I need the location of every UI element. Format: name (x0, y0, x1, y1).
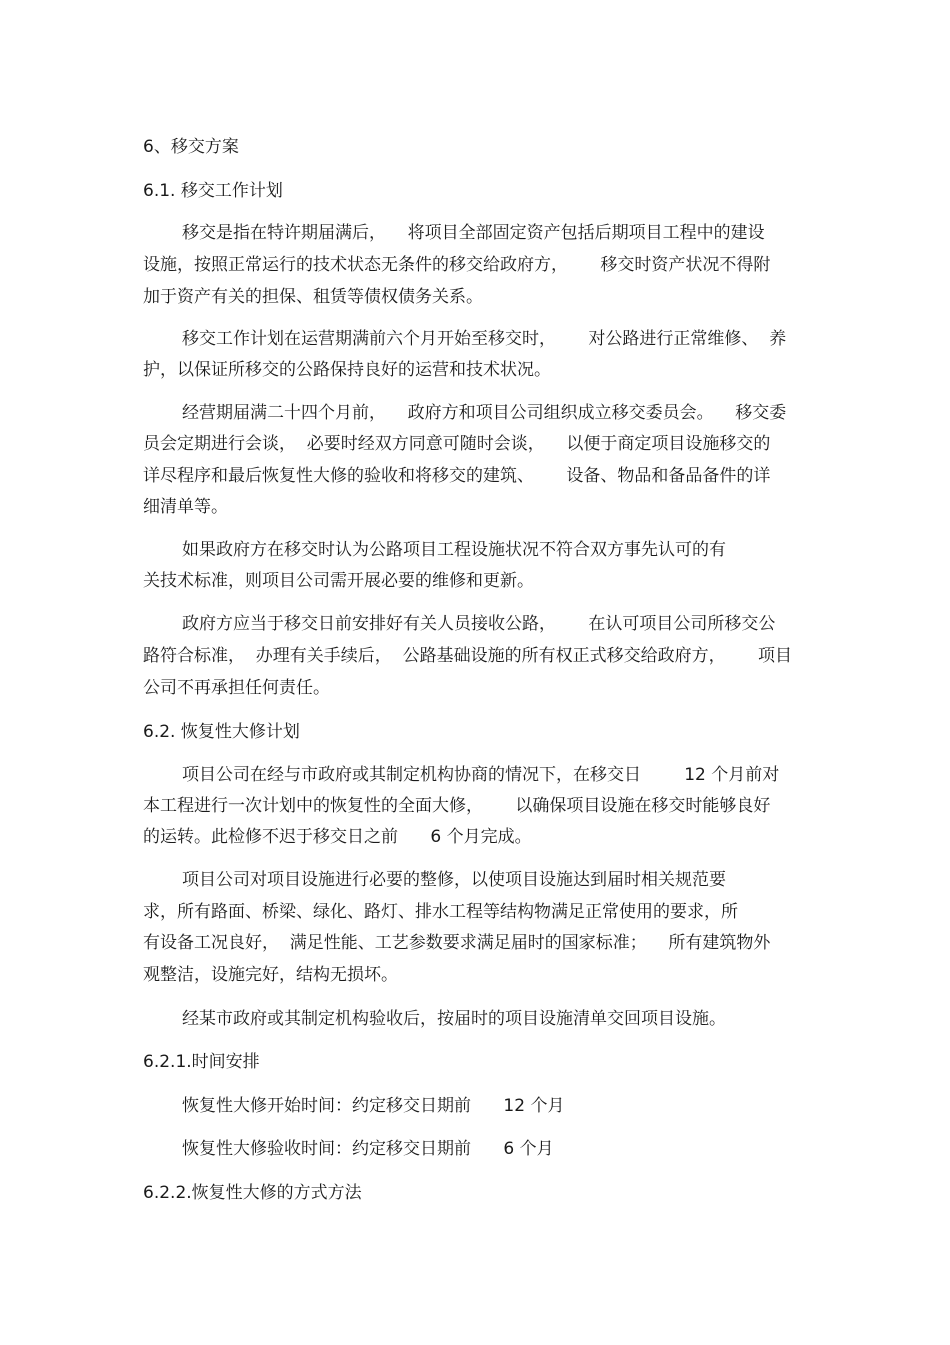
paragraph-line: 的运转。此检修不迟于移交日之前 6 个月完成。 (143, 827, 532, 847)
paragraph-line: 详尽程序和最后恢复性大修的验收和将移交的建筑、 设备、物品和备品备件的详 (143, 466, 771, 486)
paragraph-line: 经营期届满二十四个月前， 政府方和项目公司组织成立移交委员会。 移交委 (182, 403, 787, 423)
paragraph-line: 本工程进行一次计划中的恢复性的全面大修， 以确保项目设施在移交时能够良好 (143, 796, 771, 816)
subsection-heading: 6.1. 移交工作计划 (143, 181, 283, 201)
paragraph-line: 移交工作计划在运营期满前六个月开始至移交时， 对公路进行正常维修、 养 (182, 329, 787, 349)
paragraph-line: 项目公司在经与市政府或其制定机构协商的情况下，在移交日 12 个月前对 (182, 765, 780, 785)
subsection-heading: 6.2.1.时间安排 (143, 1052, 260, 1072)
paragraph-line: 关技术标准，则项目公司需开展必要的维修和更新。 (143, 571, 534, 591)
paragraph-line: 经某市政府或其制定机构验收后，按届时的项目设施清单交回项目设施。 (182, 1009, 726, 1029)
paragraph-line: 观整洁，设施完好，结构无损坏。 (143, 965, 398, 985)
subsection-heading: 6.2.2.恢复性大修的方式方法 (143, 1183, 362, 1203)
paragraph-line: 员会定期进行会谈， 必要时经双方同意可随时会谈， 以便于商定项目设施移交的 (143, 434, 771, 454)
paragraph-line: 路符合标准， 办理有关手续后， 公路基础设施的所有权正式移交给政府方， 项目 (143, 646, 793, 666)
paragraph-line: 公司不再承担任何责任。 (143, 678, 330, 698)
section-heading: 6、移交方案 (143, 137, 239, 157)
paragraph-line: 如果政府方在移交时认为公路项目工程设施状况不符合双方事先认可的有 (182, 540, 726, 560)
paragraph-line: 设施，按照正常运行的技术状态无条件的移交给政府方， 移交时资产状况不得附 (143, 255, 771, 275)
paragraph-line: 项目公司对项目设施进行必要的整修，以使项目设施达到届时相关规范要 (182, 870, 726, 890)
paragraph-line: 加于资产有关的担保、租赁等债权债务关系。 (143, 287, 483, 307)
paragraph-line: 有设备工况良好， 满足性能、工艺参数要求满足届时的国家标准； 所有建筑物外 (143, 933, 771, 953)
paragraph-line: 移交是指在特许期届满后， 将项目全部固定资产包括后期项目工程中的建设 (182, 223, 765, 243)
paragraph-line: 恢复性大修验收时间：约定移交日期前 6 个月 (182, 1139, 554, 1159)
paragraph-line: 求，所有路面、桥梁、绿化、路灯、排水工程等结构物满足正常使用的要求，所 (143, 902, 738, 922)
paragraph-line: 细清单等。 (143, 497, 228, 517)
paragraph-line: 护，以保证所移交的公路保持良好的运营和技术状况。 (143, 360, 551, 380)
paragraph-line: 恢复性大修开始时间：约定移交日期前 12 个月 (182, 1096, 565, 1116)
subsection-heading: 6.2. 恢复性大修计划 (143, 722, 300, 742)
paragraph-line: 政府方应当于移交日前安排好有关人员接收公路， 在认可项目公司所移交公 (182, 614, 776, 634)
